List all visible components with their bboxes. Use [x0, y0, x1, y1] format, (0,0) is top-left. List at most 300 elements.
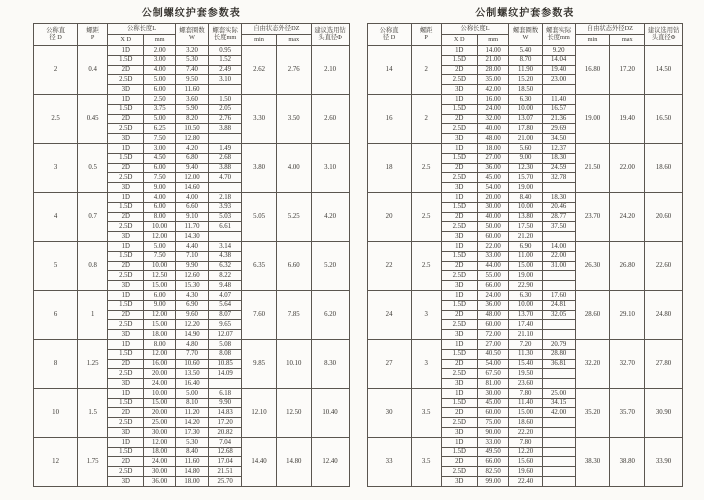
- cell-coils: 22.90: [509, 281, 542, 291]
- cell-pitch: 1: [78, 290, 108, 339]
- cell-actual-length: 5.08: [209, 339, 242, 349]
- cell-length-xd: 1D: [108, 290, 144, 300]
- cell-coils: 21.20: [509, 232, 542, 242]
- cell-coils: 15.20: [509, 75, 542, 85]
- cell-coils: 4.40: [175, 241, 208, 251]
- cell-coils: 9.10: [175, 212, 208, 222]
- thread-insert-parameters-table-left: [33, 23, 350, 487]
- cell-coils: 16.40: [175, 379, 208, 389]
- left-table-panel: [33, 6, 350, 492]
- right-table-panel: [367, 6, 684, 492]
- cell-actual-length: 20.79: [542, 339, 575, 349]
- table-row: [34, 290, 350, 300]
- cell-pitch: 1.5: [78, 388, 108, 437]
- cell-length-xd: 1D: [108, 339, 144, 349]
- cell-length-xd: 2.5D: [441, 271, 477, 281]
- cell-actual-length: 2.18: [209, 192, 242, 202]
- cell-pitch: 0.4: [78, 46, 108, 95]
- cell-coils: 8.70: [509, 55, 542, 65]
- cell-drill: 22.60: [645, 241, 683, 290]
- cell-actual-length: 9.48: [209, 281, 242, 291]
- cell-diameter: 2: [34, 46, 78, 95]
- cell-coils: 5.40: [509, 46, 542, 56]
- cell-length-xd: 1.5D: [441, 55, 477, 65]
- cell-coils: 10.00: [509, 300, 542, 310]
- cell-actual-length: 34.50: [542, 134, 575, 144]
- cell-length-mm: 12.00: [144, 349, 176, 359]
- cell-length-mm: 20.00: [144, 369, 176, 379]
- cell-length-xd: 2D: [441, 212, 477, 222]
- cell-length-mm: 40.50: [477, 349, 509, 359]
- cell-od-min: 3.30: [242, 94, 277, 143]
- cell-length-xd: 3D: [441, 330, 477, 340]
- cell-length-xd: 3D: [108, 281, 144, 291]
- header-pitch: 螺距 P: [78, 24, 108, 46]
- cell-length-xd: 2.5D: [441, 467, 477, 477]
- cell-diameter: 12: [34, 437, 78, 486]
- cell-coils: 6.90: [509, 241, 542, 251]
- header-nominal-length: 公称长度L: [441, 24, 509, 35]
- cell-coils: 11.70: [175, 222, 208, 232]
- cell-length-mm: 49.50: [477, 447, 509, 457]
- cell-actual-length: 9.90: [209, 398, 242, 408]
- cell-length-mm: 30.00: [477, 202, 509, 212]
- cell-actual-length: [542, 447, 575, 457]
- cell-actual-length: 21.36: [542, 114, 575, 124]
- table-row: [34, 339, 350, 349]
- cell-length-mm: 6.25: [144, 124, 176, 134]
- cell-length-xd: 2D: [108, 163, 144, 173]
- cell-actual-length: 34.15: [542, 398, 575, 408]
- cell-length-xd: 1D: [108, 437, 144, 447]
- cell-length-mm: 16.00: [144, 359, 176, 369]
- cell-od-max: 10.10: [276, 339, 311, 388]
- cell-coils: 7.70: [175, 349, 208, 359]
- cell-coils: 17.80: [509, 124, 542, 134]
- header-length-xd: X D: [108, 35, 144, 46]
- cell-length-mm: 3.00: [144, 143, 176, 153]
- cell-actual-length: 12.07: [209, 330, 242, 340]
- cell-length-xd: 2.5D: [108, 369, 144, 379]
- cell-length-xd: 1.5D: [108, 55, 144, 65]
- table-row: [367, 339, 683, 349]
- cell-actual-length: 25.70: [209, 477, 242, 487]
- cell-diameter: 6: [34, 290, 78, 339]
- cell-drill: 10.40: [311, 388, 349, 437]
- cell-coils: 12.30: [509, 163, 542, 173]
- cell-od-max: 24.20: [610, 192, 645, 241]
- cell-length-mm: 12.00: [144, 310, 176, 320]
- cell-length-mm: 4.00: [144, 192, 176, 202]
- cell-pitch: 2.5: [411, 241, 441, 290]
- cell-actual-length: 18.30: [542, 192, 575, 202]
- cell-length-xd: 1.5D: [441, 300, 477, 310]
- cell-length-mm: 10.00: [144, 261, 176, 271]
- cell-od-min: 16.80: [575, 46, 610, 95]
- cell-length-mm: 5.00: [144, 75, 176, 85]
- cell-length-xd: 3D: [108, 379, 144, 389]
- cell-coils: 15.00: [509, 408, 542, 418]
- cell-actual-length: 1.52: [209, 55, 242, 65]
- cell-coils: 21.10: [509, 330, 542, 340]
- header-od-min: min: [242, 35, 277, 46]
- cell-actual-length: [542, 232, 575, 242]
- cell-drill: 8.30: [311, 339, 349, 388]
- cell-drill: 2.60: [311, 94, 349, 143]
- cell-length-xd: 1.5D: [441, 251, 477, 261]
- cell-length-mm: 32.00: [477, 114, 509, 124]
- cell-od-max: 26.80: [610, 241, 645, 290]
- header-coil-count: 螺套圈数 W: [509, 24, 542, 46]
- cell-length-xd: 2D: [441, 359, 477, 369]
- cell-actual-length: 17.60: [542, 290, 575, 300]
- cell-coils: 11.60: [175, 457, 208, 467]
- cell-length-xd: 1.5D: [108, 300, 144, 310]
- cell-coils: 14.30: [175, 232, 208, 242]
- cell-length-xd: 1.5D: [108, 349, 144, 359]
- cell-coils: 12.20: [509, 447, 542, 457]
- cell-actual-length: 25.00: [542, 388, 575, 398]
- cell-length-xd: 1D: [441, 339, 477, 349]
- cell-length-xd: 1.5D: [108, 398, 144, 408]
- cell-drill: 6.20: [311, 290, 349, 339]
- cell-length-mm: 5.00: [144, 114, 176, 124]
- cell-od-min: 21.50: [575, 143, 610, 192]
- cell-length-xd: 2.5D: [108, 271, 144, 281]
- cell-length-mm: 18.00: [144, 447, 176, 457]
- cell-coils: 5.90: [175, 104, 208, 114]
- cell-coils: 18.00: [175, 477, 208, 487]
- cell-actual-length: 17.20: [209, 418, 242, 428]
- cell-actual-length: [542, 281, 575, 291]
- cell-length-xd: 2.5D: [108, 320, 144, 330]
- header-free-state-od: 自由状态外径DZ: [575, 24, 644, 35]
- cell-length-xd: 2.5D: [441, 369, 477, 379]
- cell-length-mm: 40.00: [477, 124, 509, 134]
- cell-length-xd: 1D: [108, 94, 144, 104]
- cell-diameter: 22: [367, 241, 411, 290]
- cell-coils: 10.50: [175, 124, 208, 134]
- header-length-mm: mm: [477, 35, 509, 46]
- cell-length-xd: 2D: [108, 310, 144, 320]
- cell-actual-length: 42.00: [542, 408, 575, 418]
- cell-length-mm: 30.00: [144, 428, 176, 438]
- cell-length-mm: 22.00: [477, 241, 509, 251]
- cell-actual-length: 14.83: [209, 408, 242, 418]
- cell-length-mm: 24.00: [144, 457, 176, 467]
- cell-length-xd: 2.5D: [108, 75, 144, 85]
- header-actual-length: 螺套实际 长度mm: [209, 24, 242, 46]
- cell-actual-length: 17.04: [209, 457, 242, 467]
- cell-length-xd: 1.5D: [108, 104, 144, 114]
- cell-length-mm: 25.00: [144, 418, 176, 428]
- cell-actual-length: [542, 477, 575, 487]
- cell-length-xd: 2D: [441, 163, 477, 173]
- table-row: [367, 192, 683, 202]
- cell-length-mm: 60.00: [477, 320, 509, 330]
- cell-length-xd: 3D: [108, 232, 144, 242]
- header-free-state-od: 自由状态外径DZ: [242, 24, 311, 35]
- cell-actual-length: 6.18: [209, 388, 242, 398]
- cell-length-xd: 2.5D: [108, 124, 144, 134]
- cell-actual-length: 20.82: [209, 428, 242, 438]
- cell-length-mm: 5.00: [144, 241, 176, 251]
- cell-coils: 4.20: [175, 143, 208, 153]
- cell-coils: 6.80: [175, 153, 208, 163]
- cell-length-mm: 36.00: [477, 300, 509, 310]
- cell-coils: 21.00: [509, 134, 542, 144]
- cell-length-mm: 28.00: [477, 65, 509, 75]
- cell-coils: 7.10: [175, 251, 208, 261]
- cell-actual-length: [542, 457, 575, 467]
- cell-length-xd: 1.5D: [441, 202, 477, 212]
- cell-drill: 20.60: [645, 192, 683, 241]
- cell-length-xd: 1.5D: [441, 153, 477, 163]
- cell-coils: 6.90: [175, 300, 208, 310]
- cell-length-mm: 42.00: [477, 85, 509, 95]
- cell-length-mm: 2.00: [144, 46, 176, 56]
- cell-actual-length: 1.49: [209, 143, 242, 153]
- header-length-xd: X D: [441, 35, 477, 46]
- cell-coils: 6.30: [509, 94, 542, 104]
- cell-length-mm: 81.00: [477, 379, 509, 389]
- cell-actual-length: [542, 369, 575, 379]
- cell-coils: 22.40: [509, 477, 542, 487]
- cell-actual-length: 37.50: [542, 222, 575, 232]
- cell-actual-length: [542, 330, 575, 340]
- cell-length-mm: 35.00: [477, 75, 509, 85]
- table-row: [34, 192, 350, 202]
- cell-od-max: 12.50: [276, 388, 311, 437]
- cell-length-mm: 54.00: [477, 359, 509, 369]
- cell-coils: 17.50: [509, 222, 542, 232]
- cell-length-mm: 3.75: [144, 104, 176, 114]
- cell-od-max: 32.70: [610, 339, 645, 388]
- cell-od-max: 5.25: [276, 192, 311, 241]
- cell-actual-length: [542, 418, 575, 428]
- cell-coils: 4.00: [175, 192, 208, 202]
- cell-actual-length: 14.04: [542, 55, 575, 65]
- cell-length-mm: 7.50: [144, 251, 176, 261]
- cell-length-mm: 45.00: [477, 173, 509, 183]
- cell-actual-length: 8.22: [209, 271, 242, 281]
- cell-pitch: 0.8: [78, 241, 108, 290]
- cell-length-xd: 2.5D: [441, 418, 477, 428]
- cell-od-min: 12.10: [242, 388, 277, 437]
- cell-coils: 8.40: [175, 447, 208, 457]
- cell-od-min: 2.62: [242, 46, 277, 95]
- cell-length-mm: 20.00: [477, 192, 509, 202]
- table-row: [34, 437, 350, 447]
- cell-od-min: 9.85: [242, 339, 277, 388]
- cell-actual-length: 20.46: [542, 202, 575, 212]
- cell-length-mm: 16.00: [477, 94, 509, 104]
- cell-coils: 6.30: [509, 290, 542, 300]
- cell-diameter: 33: [367, 437, 411, 486]
- cell-length-xd: 2D: [441, 65, 477, 75]
- cell-length-xd: 2D: [441, 408, 477, 418]
- cell-coils: 5.30: [175, 55, 208, 65]
- cell-actual-length: 9.20: [542, 46, 575, 56]
- cell-actual-length: 29.69: [542, 124, 575, 134]
- cell-actual-length: 0.95: [209, 46, 242, 56]
- cell-actual-length: 2.68: [209, 153, 242, 163]
- cell-actual-length: [542, 320, 575, 330]
- cell-length-xd: 1D: [108, 46, 144, 56]
- cell-length-mm: 15.00: [144, 320, 176, 330]
- cell-length-xd: 1.5D: [441, 447, 477, 457]
- cell-length-mm: 75.00: [477, 418, 509, 428]
- cell-length-xd: 2D: [108, 114, 144, 124]
- cell-od-max: 19.40: [610, 94, 645, 143]
- cell-length-xd: 3D: [108, 330, 144, 340]
- cell-length-xd: 1D: [441, 241, 477, 251]
- cell-length-xd: 3D: [441, 477, 477, 487]
- cell-actual-length: 3.14: [209, 241, 242, 251]
- cell-od-max: 7.85: [276, 290, 311, 339]
- cell-length-mm: 9.00: [144, 183, 176, 193]
- cell-coils: 19.00: [509, 183, 542, 193]
- cell-coils: 5.60: [509, 143, 542, 153]
- cell-length-xd: 1D: [441, 290, 477, 300]
- cell-drill: 18.60: [645, 143, 683, 192]
- cell-actual-length: 1.50: [209, 94, 242, 104]
- cell-diameter: 16: [367, 94, 411, 143]
- cell-actual-length: 16.57: [542, 104, 575, 114]
- cell-diameter: 18: [367, 143, 411, 192]
- table-row: [367, 143, 683, 153]
- cell-od-min: 35.20: [575, 388, 610, 437]
- cell-drill: 16.50: [645, 94, 683, 143]
- header-coil-count: 螺套圈数 W: [175, 24, 208, 46]
- cell-actual-length: 31.00: [542, 261, 575, 271]
- cell-length-mm: 10.00: [144, 388, 176, 398]
- cell-length-mm: 24.00: [477, 290, 509, 300]
- cell-actual-length: 6.61: [209, 222, 242, 232]
- cell-drill: 5.20: [311, 241, 349, 290]
- cell-length-mm: 7.50: [144, 173, 176, 183]
- cell-length-mm: 12.00: [144, 232, 176, 242]
- cell-coils: 14.80: [175, 467, 208, 477]
- table-title-left: 公制螺纹护套参数表: [141, 8, 241, 19]
- cell-length-xd: 2D: [108, 457, 144, 467]
- table-row: [367, 241, 683, 251]
- cell-pitch: 2.5: [411, 143, 441, 192]
- cell-coils: 15.40: [509, 359, 542, 369]
- cell-pitch: 3: [411, 339, 441, 388]
- cell-coils: 11.40: [509, 398, 542, 408]
- cell-length-mm: 36.00: [144, 477, 176, 487]
- cell-length-mm: 27.00: [477, 153, 509, 163]
- cell-length-mm: 6.00: [144, 163, 176, 173]
- cell-actual-length: 12.68: [209, 447, 242, 457]
- cell-coils: 10.00: [509, 104, 542, 114]
- header-drill-diameter: 建议选用钻 头直径Φ: [311, 24, 349, 46]
- cell-length-mm: 60.00: [477, 232, 509, 242]
- cell-length-mm: 8.00: [144, 212, 176, 222]
- cell-length-mm: 66.00: [477, 281, 509, 291]
- cell-pitch: 1.25: [78, 339, 108, 388]
- cell-length-xd: 2D: [441, 310, 477, 320]
- cell-length-xd: 2D: [108, 408, 144, 418]
- cell-pitch: 3.5: [411, 388, 441, 437]
- cell-length-xd: 1.5D: [441, 398, 477, 408]
- header-od-max: max: [610, 35, 645, 46]
- cell-od-min: 14.40: [242, 437, 277, 486]
- cell-length-mm: 15.00: [144, 281, 176, 291]
- cell-length-xd: 1.5D: [441, 349, 477, 359]
- cell-coils: 13.80: [509, 212, 542, 222]
- cell-length-xd: 3D: [441, 85, 477, 95]
- thread-insert-parameters-table-right: [367, 23, 684, 487]
- cell-length-xd: 2.5D: [441, 222, 477, 232]
- table-row: [367, 46, 683, 56]
- cell-actual-length: [542, 428, 575, 438]
- cell-coils: 7.80: [509, 388, 542, 398]
- cell-pitch: 0.7: [78, 192, 108, 241]
- cell-coils: 3.60: [175, 94, 208, 104]
- cell-actual-length: 24.59: [542, 163, 575, 173]
- cell-length-mm: 9.00: [144, 300, 176, 310]
- cell-actual-length: [542, 379, 575, 389]
- cell-coils: 5.00: [175, 388, 208, 398]
- cell-od-min: 19.00: [575, 94, 610, 143]
- cell-actual-length: [542, 467, 575, 477]
- cell-od-max: 29.10: [610, 290, 645, 339]
- cell-coils: 11.90: [509, 65, 542, 75]
- cell-od-max: 38.80: [610, 437, 645, 486]
- cell-actual-length: 8.07: [209, 310, 242, 320]
- cell-coils: 19.00: [509, 271, 542, 281]
- cell-coils: 11.20: [175, 408, 208, 418]
- cell-diameter: 30: [367, 388, 411, 437]
- cell-actual-length: [209, 379, 242, 389]
- cell-pitch: 2.5: [411, 192, 441, 241]
- cell-coils: 7.40: [175, 65, 208, 75]
- cell-length-mm: 33.00: [477, 437, 509, 447]
- table-row: [34, 143, 350, 153]
- table-row: [34, 94, 350, 104]
- cell-actual-length: [542, 85, 575, 95]
- cell-coils: 6.60: [175, 202, 208, 212]
- cell-diameter: 27: [367, 339, 411, 388]
- cell-drill: 24.80: [645, 290, 683, 339]
- cell-pitch: 0.45: [78, 94, 108, 143]
- cell-drill: 27.80: [645, 339, 683, 388]
- cell-length-mm: 50.00: [477, 222, 509, 232]
- cell-coils: 17.40: [509, 320, 542, 330]
- cell-coils: 5.30: [175, 437, 208, 447]
- cell-coils: 13.07: [509, 114, 542, 124]
- header-od-min: min: [575, 35, 610, 46]
- cell-actual-length: [209, 85, 242, 95]
- cell-drill: 33.90: [645, 437, 683, 486]
- cell-actual-length: 2.76: [209, 114, 242, 124]
- cell-length-mm: 44.00: [477, 261, 509, 271]
- cell-pitch: 2: [411, 94, 441, 143]
- cell-length-xd: 1D: [441, 46, 477, 56]
- cell-length-xd: 2D: [441, 261, 477, 271]
- cell-coils: 9.00: [509, 153, 542, 163]
- cell-od-min: 6.35: [242, 241, 277, 290]
- header-length-mm: mm: [144, 35, 176, 46]
- cell-od-max: 22.00: [610, 143, 645, 192]
- cell-length-xd: 2D: [441, 457, 477, 467]
- cell-length-xd: 1D: [108, 241, 144, 251]
- cell-actual-length: 23.00: [542, 75, 575, 85]
- cell-length-xd: 1D: [441, 94, 477, 104]
- cell-drill: 4.20: [311, 192, 349, 241]
